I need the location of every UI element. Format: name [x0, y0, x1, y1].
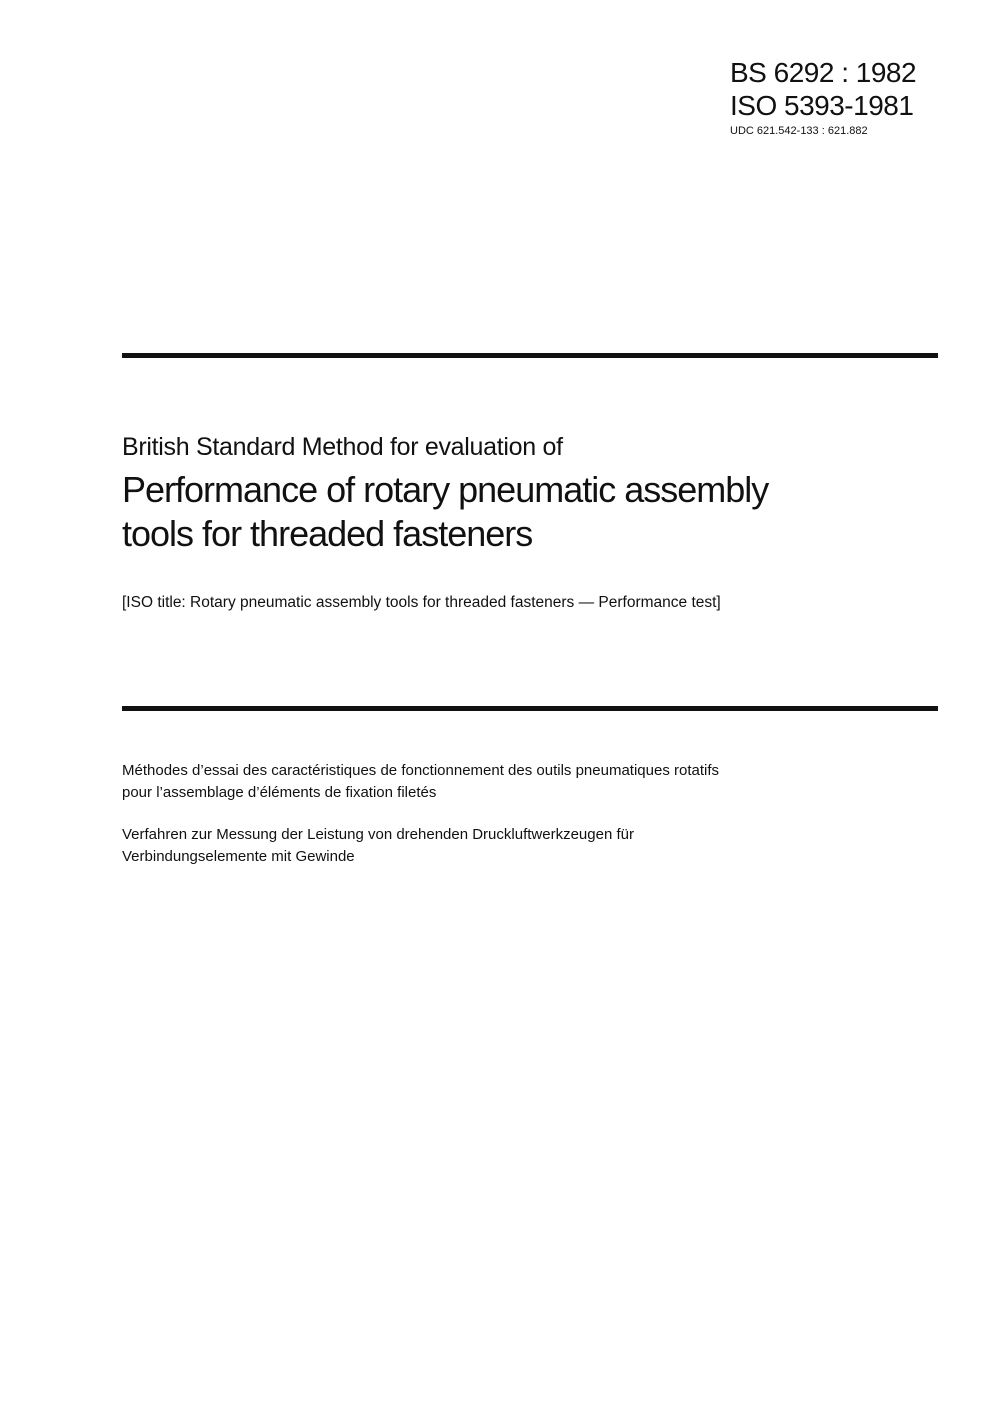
- french-title: [122, 760, 922, 804]
- page-title-line-2: tools for threaded fasteners: [122, 513, 533, 554]
- page-title: [122, 468, 938, 556]
- translated-titles: [122, 760, 922, 888]
- top-divider-rule: [122, 353, 938, 358]
- french-title-line-1: Méthodes d’essai des caractéristiques de fonctionnement des outils pneumatiques rotatifs: [122, 762, 720, 779]
- iso-title: [ISO title: Rotary pneumatic assembly tools for threaded fasteners — Performance test]: [122, 594, 721, 611]
- german-title-line-2: Verbindungselemente mit Gewinde: [122, 848, 355, 865]
- iso-standard-number: ISO 5393-1981: [730, 90, 914, 121]
- bottom-divider-rule: [122, 706, 938, 711]
- french-title-line-2: pour l’assemblage d’éléments de fixation filetés: [122, 784, 437, 801]
- udc-classification: UDC 621.542-133 : 621.882: [730, 125, 868, 137]
- bs-standard-number: BS 6292 : 1982: [730, 57, 917, 88]
- document-identifiers: [730, 56, 970, 139]
- title-block: [122, 430, 938, 556]
- german-title: [122, 824, 922, 868]
- title-kicker: British Standard Method for evaluation of: [122, 433, 563, 461]
- page-title-line-1: Performance of rotary pneumatic assembly: [122, 469, 769, 510]
- german-title-line-1: Verfahren zur Messung der Leistung von drehenden Druckluftwerkzeugen für: [122, 826, 634, 843]
